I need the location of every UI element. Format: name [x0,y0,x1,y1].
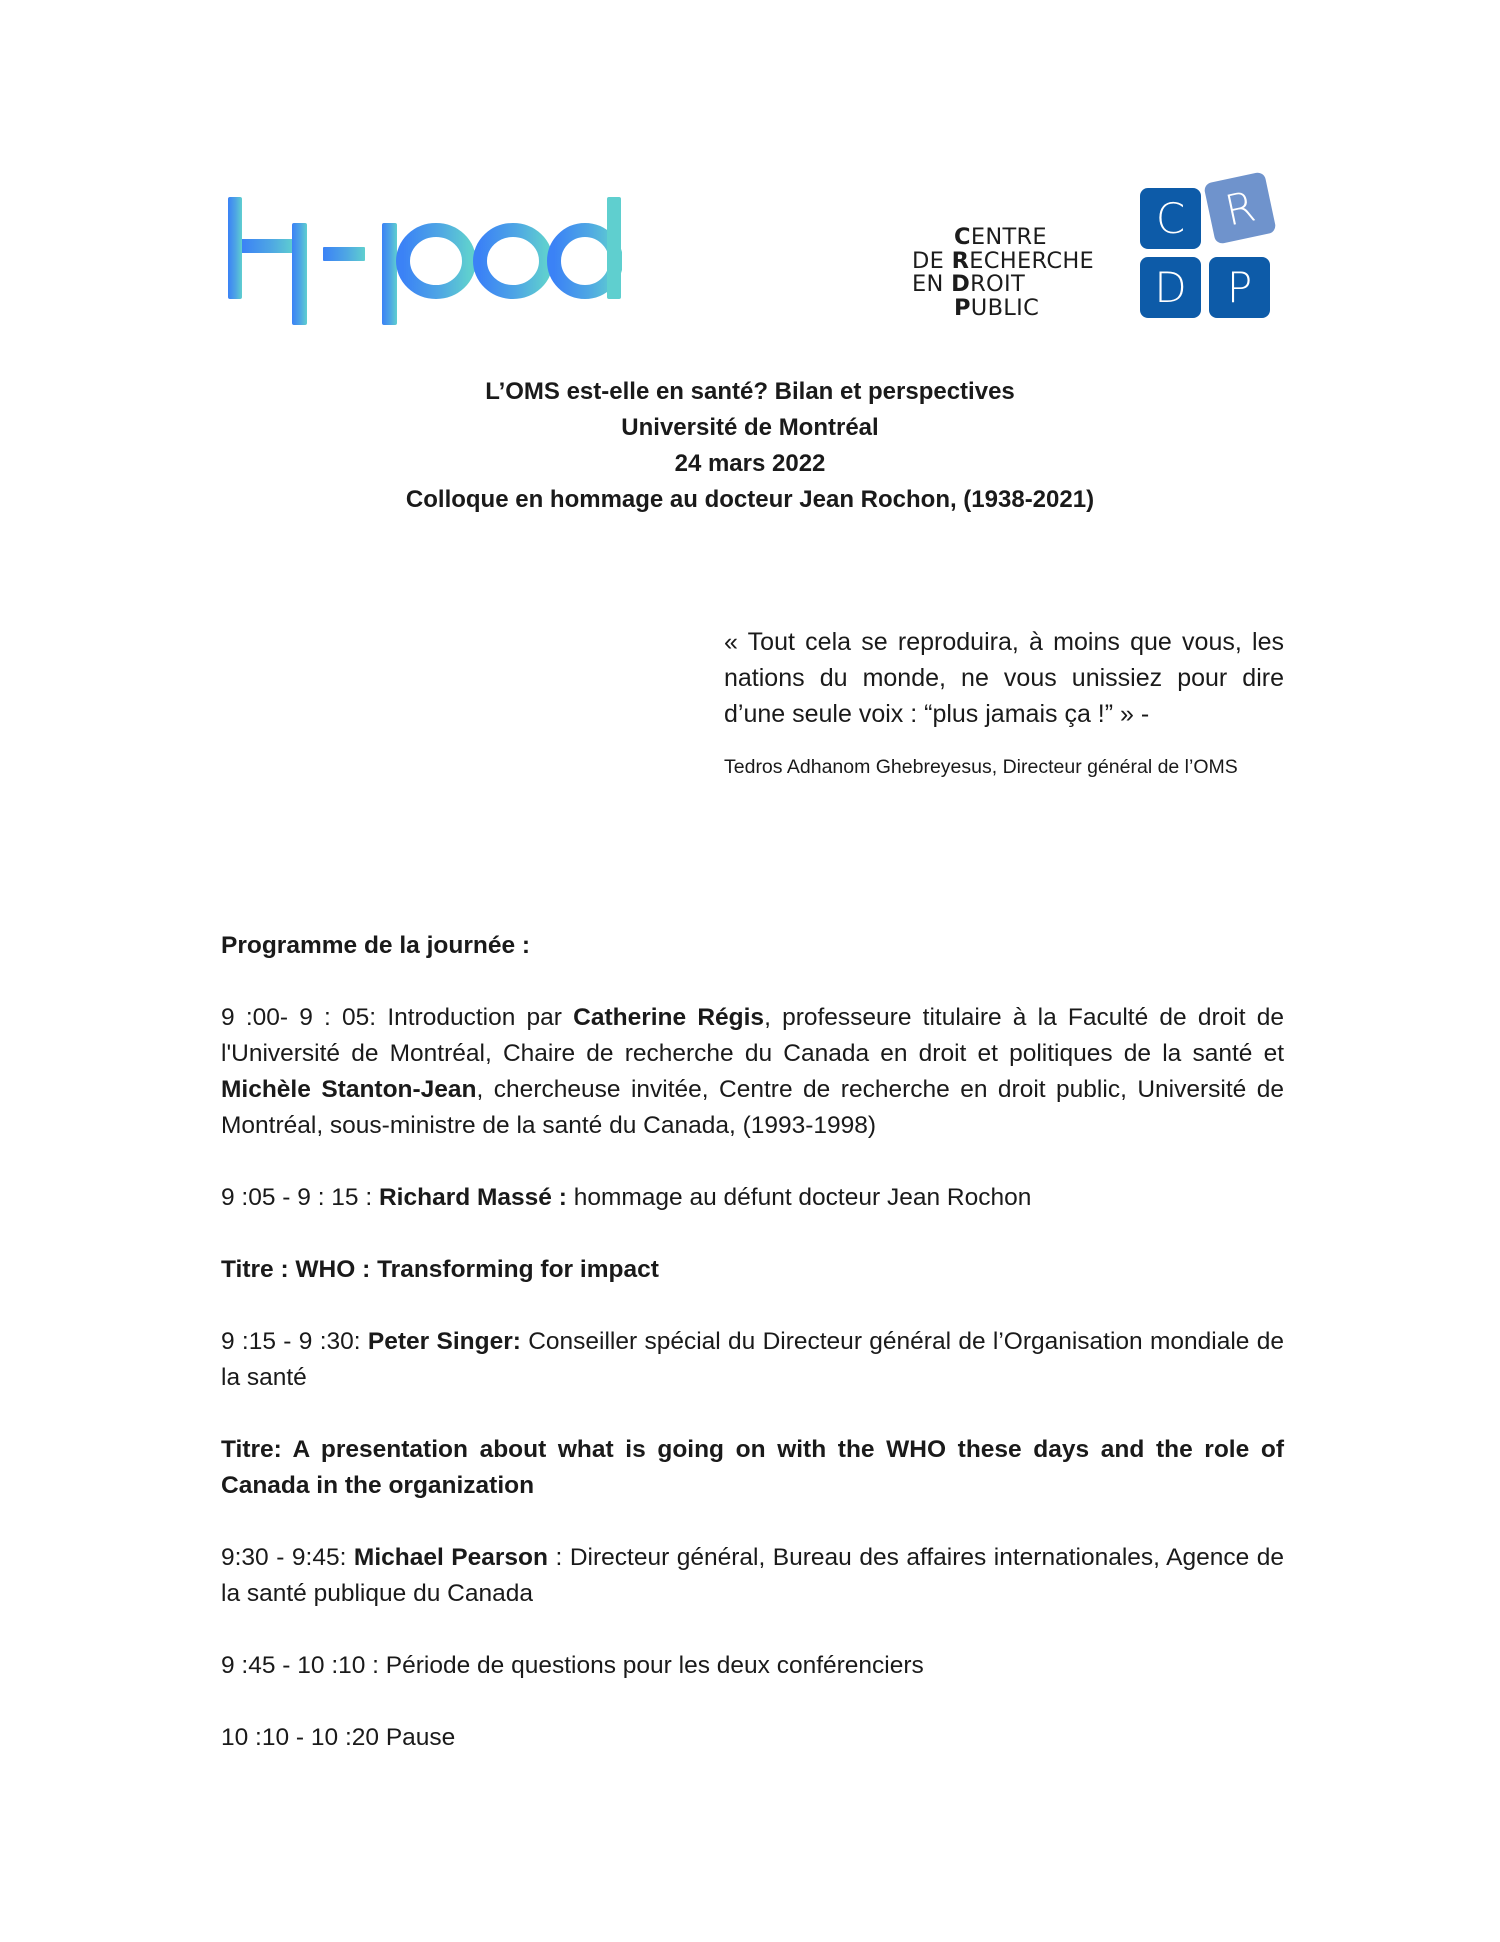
crdp-initial-p: P [954,294,971,321]
programme-item [221,1180,1284,1216]
item-text: hommage au défunt docteur Jean Rochon [566,1184,1032,1211]
speaker-name: Michael Pearson [353,1544,548,1571]
crdp-line-recherche [912,247,1112,274]
speaker-name: Michèle Stanton-Jean [221,1076,477,1103]
crdp-initial-d: D [951,271,971,297]
programme-item: 10 :10 - 10 :20 Pause [221,1724,456,1751]
event-date: 24 mars 2022 [674,450,826,477]
item-time: 9 :05 - 9 : 15 : [221,1184,379,1211]
event-title-block [250,374,1250,518]
quote-text: « Tout cela se reproduira, à moins que vous, les nations du monde, ne vous unissiez pour dire d’une seule voix : “plus jamais ça !” » - [724,628,1284,728]
crdp-rest-public: UBLIC [970,294,1040,321]
event-venue: Université de Montréal [621,414,879,441]
quote-attribution: Tedros Adhanom Ghebreyesus, Directeur général de l’OMS [724,756,1238,778]
crdp-logo-tiles [1130,170,1300,330]
crdp-tile-r: R [1203,171,1277,245]
crdp-initial-r: R [951,247,970,274]
crdp-tile-c: C [1140,188,1201,249]
item-text: , chercheuse invitée, Centre de recherche en droit public, Université de Montréal, sous-ministre de la santé du Canada, (1993-1998) [221,1076,1284,1139]
event-title: L’OMS est-elle en santé? Bilan et perspectives [485,378,1015,405]
crdp-initial-c: C [954,224,971,250]
crdp-line-centre [912,226,1112,250]
item-text: Conseiller spécial du Directeur général de l’Organisation mondiale de la santé [221,1328,1284,1391]
crdp-logo-text [912,226,1112,320]
crdp-prefix-de: DE [912,247,952,274]
session-title: Titre: A presentation about what is going on with the WHO these days and the role of Canada in the organization [221,1436,1284,1499]
programme-section [221,928,1284,1792]
crdp-line-droit [912,273,1112,297]
event-subtitle: Colloque en hommage au docteur Jean Rochon, (1938-2021) [405,486,1095,513]
crdp-line-public [912,294,1112,321]
crdp-tile-d: D [1140,257,1201,318]
hpod-logo [222,195,622,325]
crdp-rest-recherche: ECHERCHE [969,247,1095,274]
item-text: , professeure titulaire à la Faculté de droit de l'Université de Montréal, Chaire de recherche du Canada en droit et politiques de la santé et [221,1004,1284,1067]
speaker-name: Catherine Régis [573,1004,765,1031]
hpod-logo-icon [222,195,622,325]
session-title: Titre : WHO : Transforming for impact [221,1256,659,1283]
item-time: 9:30 - 9:45: [221,1544,354,1571]
epigraph-quote [724,624,1284,782]
item-time: 9 :15 - 9 :30: [221,1328,368,1355]
crdp-rest-centre: ENTRE [970,224,1047,250]
speaker-name: Richard Massé : [378,1184,567,1211]
programme-heading: Programme de la journée : [221,932,531,959]
item-text: : Directeur général, Bureau des affaires internationales, Agence de la santé publique du Canada [221,1544,1284,1607]
crdp-tile-p: P [1209,257,1270,318]
crdp-rest-droit: ROIT [970,271,1026,297]
item-time: 9 :00- 9 : 05: [221,1004,388,1031]
programme-item: 9 :45 - 10 :10 : Période de questions pour les deux conférenciers [221,1652,924,1679]
programme-item [221,1000,1284,1144]
programme-item [221,1540,1284,1612]
speaker-name: Peter Singer: [367,1328,521,1355]
crdp-prefix-en: EN [912,271,952,297]
programme-item [221,1324,1284,1396]
item-text: Introduction par [387,1004,574,1031]
